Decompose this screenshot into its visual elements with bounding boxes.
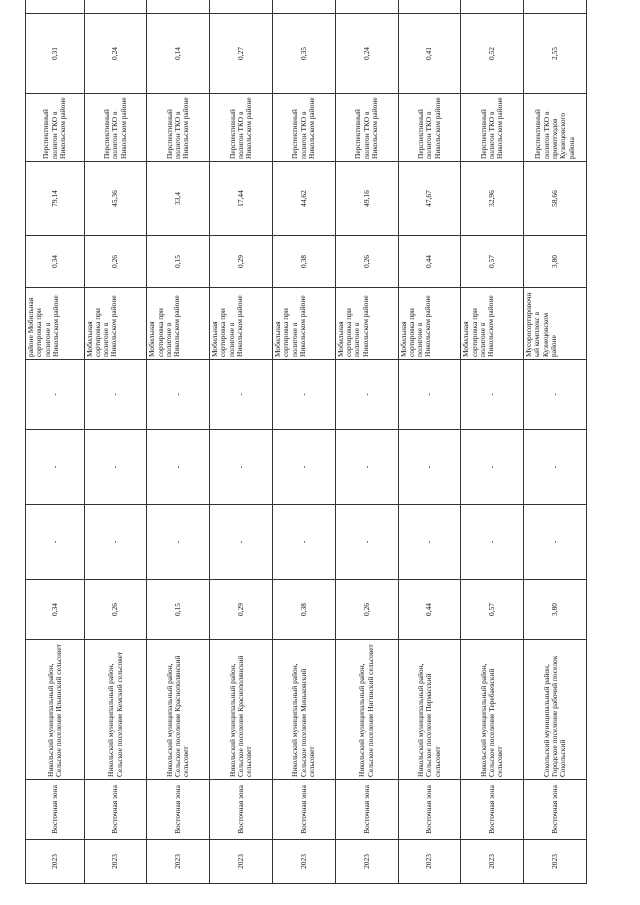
year-cell: 2023 <box>210 840 273 884</box>
mass-cell: 0,57 <box>461 236 524 288</box>
mass-cell: 3,80 <box>524 236 587 288</box>
waste-flow-table <box>25 0 587 884</box>
municipality-cell: Никольский муниципальный район, Сельское поселение Пермасский сельсовет <box>398 640 461 780</box>
col7-cell: - <box>335 360 398 430</box>
facility-cell: Мобильная сортировка при полигоне в Никольском районе <box>461 288 524 360</box>
table-row <box>335 0 398 884</box>
destination-cell: Перспективный полигон ТКО в промотходов Кузнецовского района <box>524 94 587 162</box>
facility-cell: Мобильная сортировка при полигоне в Никольском районе <box>84 288 147 360</box>
zone-cell: Восточная зона <box>335 780 398 840</box>
facility-cell: Мобильная сортировка при полигоне в Никольском районе <box>335 288 398 360</box>
mass-cell: 0,15 <box>147 236 210 288</box>
year-cell: 2023 <box>147 840 210 884</box>
volume-cell: 0,26 <box>335 580 398 640</box>
col6-cell: - <box>26 430 85 505</box>
facility-cell: районе Мобильная сортировка при полигоне в Никольском районе <box>26 288 85 360</box>
mass-cell: 0,38 <box>273 236 336 288</box>
table-row <box>398 0 461 884</box>
col5-cell: - <box>461 505 524 580</box>
municipality-cell: Никольский муниципальный район, Сельское поселение Кемский сельсовет <box>84 640 147 780</box>
municipality-cell: Никольский муниципальный район, Сельское поселение Миньковский сельсовет <box>273 640 336 780</box>
volume2-cell: 0,14 <box>147 14 210 94</box>
col6-cell: - <box>84 430 147 505</box>
year-cell: 2023 <box>398 840 461 884</box>
col6-cell: - <box>147 430 210 505</box>
volume2-cell: 2,55 <box>524 14 587 94</box>
volume-cell: 0,57 <box>461 580 524 640</box>
facility-cell: Мобильная сортировка при полигоне в Никольском районе <box>210 288 273 360</box>
volume-cell: 0,15 <box>147 580 210 640</box>
zone-cell: Восточная зона <box>273 780 336 840</box>
zone-cell: Восточная зона <box>461 780 524 840</box>
volume-cell: 0,38 <box>273 580 336 640</box>
mass-cell: 0,34 <box>26 236 85 288</box>
col5-cell: - <box>26 505 85 580</box>
municipality-cell: Никольский муниципальный район, Сельское поселение Краснополянский сельсовет <box>210 640 273 780</box>
col6-cell: - <box>398 430 461 505</box>
municipality-cell: Никольский муниципальный район, Сельское поселение Ильинский сельсовет <box>26 640 85 780</box>
volume2-cell: 0,52 <box>461 14 524 94</box>
destination-cell: Перспективный полигон ТКО в Никольском районе <box>273 94 336 162</box>
volume2-cell: 0,24 <box>335 14 398 94</box>
year-cell: 2023 <box>84 840 147 884</box>
last-cell <box>147 0 210 14</box>
zone-cell: Восточная зона <box>398 780 461 840</box>
col7-cell: - <box>210 360 273 430</box>
col6-cell: - <box>335 430 398 505</box>
volume2-cell: 0,24 <box>84 14 147 94</box>
zone-cell: Восточная зона <box>147 780 210 840</box>
mass-cell: 0,26 <box>335 236 398 288</box>
table-row <box>84 0 147 884</box>
destination-cell: Перспективный полигон ТКО в Никольском районе <box>335 94 398 162</box>
last-cell <box>461 0 524 14</box>
volume2-cell: 0,41 <box>398 14 461 94</box>
facility-cell: Мобильная сортировка при полигоне в Никольском районе <box>273 288 336 360</box>
volume-cell: 3,80 <box>524 580 587 640</box>
destination-cell: Перспективный полигон ТКО в Никольском районе <box>26 94 85 162</box>
col6-cell: - <box>461 430 524 505</box>
volume2-cell: 0,31 <box>26 14 85 94</box>
last-cell <box>26 0 85 14</box>
municipality-cell: Никольский муниципальный район, Сельское поселение Теребаевский сельсовет <box>461 640 524 780</box>
col5-cell: - <box>335 505 398 580</box>
last-cell <box>273 0 336 14</box>
col7-cell: - <box>524 360 587 430</box>
facility-cell: Мобильная сортировка при полигоне в Никольском районе <box>147 288 210 360</box>
col7-cell: - <box>147 360 210 430</box>
zone-cell: Восточная зона <box>210 780 273 840</box>
table-row <box>273 0 336 884</box>
last-cell <box>524 0 587 14</box>
col5-cell: - <box>210 505 273 580</box>
year-cell: 2023 <box>524 840 587 884</box>
col7-cell: - <box>461 360 524 430</box>
municipality-cell: Никольский муниципальный район, Сельское поселение Нигинский сельсовет <box>335 640 398 780</box>
col7-cell: - <box>26 360 85 430</box>
table-row <box>461 0 524 884</box>
col7-cell: - <box>398 360 461 430</box>
volume2-cell: 0,35 <box>273 14 336 94</box>
last-cell <box>84 0 147 14</box>
col5-cell: - <box>147 505 210 580</box>
municipality-cell: Никольский муниципальный район, Сельское поселение Краснополянский сельсовет <box>147 640 210 780</box>
destination-cell: Перспективный полигон ТКО в Никольском районе <box>147 94 210 162</box>
facility-cell: Мусоросортировочный комплекс в Кузнецовском районе <box>524 288 587 360</box>
table-row <box>524 0 587 884</box>
last-cell <box>335 0 398 14</box>
col5-cell: - <box>273 505 336 580</box>
year-cell: 2023 <box>26 840 85 884</box>
mass-cell: 0,26 <box>84 236 147 288</box>
distance-cell: 45,36 <box>84 162 147 236</box>
volume2-cell: 0,27 <box>210 14 273 94</box>
table-row <box>147 0 210 884</box>
col5-cell: - <box>398 505 461 580</box>
volume-cell: 0,34 <box>26 580 85 640</box>
volume-cell: 0,26 <box>84 580 147 640</box>
mass-cell: 0,29 <box>210 236 273 288</box>
col7-cell: - <box>273 360 336 430</box>
table-row <box>26 0 85 884</box>
distance-cell: 58,66 <box>524 162 587 236</box>
distance-cell: 49,16 <box>335 162 398 236</box>
distance-cell: 32,96 <box>461 162 524 236</box>
destination-cell: Перспективный полигон ТКО в Никольском районе <box>398 94 461 162</box>
zone-cell: Восточная зона <box>524 780 587 840</box>
destination-cell: Перспективный полигон ТКО в Никольском районе <box>461 94 524 162</box>
destination-cell: Перспективный полигон ТКО в Никольском районе <box>210 94 273 162</box>
col6-cell: - <box>273 430 336 505</box>
distance-cell: 33,4 <box>147 162 210 236</box>
mass-cell: 0,44 <box>398 236 461 288</box>
municipality-cell: Сокольский муниципальный район, Городское поселение рабочий поселок Сокольский <box>524 640 587 780</box>
distance-cell: 47,67 <box>398 162 461 236</box>
table-body <box>26 0 587 884</box>
col6-cell: - <box>524 430 587 505</box>
distance-cell: 79,14 <box>26 162 85 236</box>
year-cell: 2023 <box>461 840 524 884</box>
distance-cell: 44,62 <box>273 162 336 236</box>
volume-cell: 0,29 <box>210 580 273 640</box>
last-cell <box>398 0 461 14</box>
year-cell: 2023 <box>335 840 398 884</box>
year-cell: 2023 <box>273 840 336 884</box>
col6-cell: - <box>210 430 273 505</box>
destination-cell: Перспективный полигон ТКО в Никольском районе <box>84 94 147 162</box>
facility-cell: Мобильная сортировка при полигоне в Никольском районе <box>398 288 461 360</box>
col7-cell: - <box>84 360 147 430</box>
zone-cell: Восточная зона <box>26 780 85 840</box>
last-cell <box>210 0 273 14</box>
volume-cell: 0,44 <box>398 580 461 640</box>
zone-cell: Восточная зона <box>84 780 147 840</box>
table-row <box>210 0 273 884</box>
col5-cell: - <box>84 505 147 580</box>
distance-cell: 17,44 <box>210 162 273 236</box>
col5-cell: - <box>524 505 587 580</box>
